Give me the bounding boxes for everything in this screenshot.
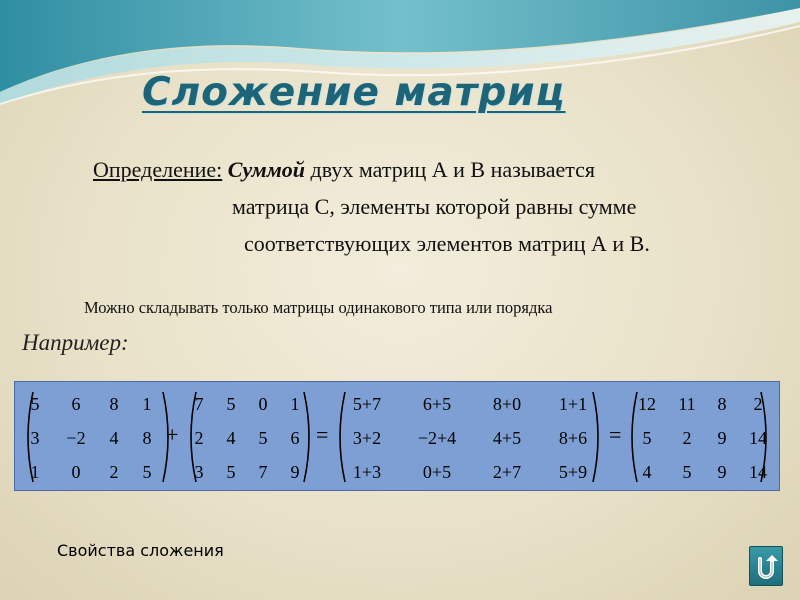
matrix-a-cell: 6 — [71, 394, 81, 414]
slide-title: Сложение матриц — [142, 70, 566, 115]
return-button[interactable] — [749, 546, 783, 586]
matrix-result-cell: 2 — [682, 428, 692, 448]
plus-operator: + — [166, 422, 179, 447]
matrix-b-cell: 0 — [258, 394, 268, 414]
matrix-b-cell: 1 — [290, 394, 300, 414]
matrix-result-cell: 12 — [638, 394, 656, 414]
matrix-b-cell: 3 — [194, 462, 204, 482]
matrix-result-cell: 8 — [717, 394, 727, 414]
matrix-b-cell: 7 — [194, 394, 204, 414]
example-label: Например: — [22, 330, 129, 355]
matrix-result-cell: 2 — [753, 394, 763, 414]
matrix-sum-cell: 3+2 — [352, 428, 382, 448]
matrix-sum-cell: 0+5 — [422, 462, 452, 482]
matrix-result-cell: 9 — [717, 462, 727, 482]
u-turn-return-icon — [750, 547, 782, 585]
matrix-a-cell: 2 — [109, 462, 119, 482]
matrix-result-cell: 14 — [749, 428, 767, 448]
matrix-result-cell: 14 — [749, 462, 767, 482]
matrix-a-cell: 0 — [71, 462, 81, 482]
matrix-result-cell: 9 — [717, 428, 727, 448]
matrix-sum-cell: 1+3 — [352, 462, 382, 482]
same-type-note: Можно складывать только матрицы одинакового типа или порядка — [84, 298, 553, 317]
matrix-b-cell: 5 — [226, 394, 236, 414]
matrix-a-cell: 8 — [142, 428, 152, 448]
definition-line-2: матрица С, элементы которой равны сумме — [232, 194, 637, 219]
matrix-a-cell: 5 — [30, 394, 40, 414]
matrix-a-cell: 4 — [109, 428, 119, 448]
definition-line-3: соответствующих элементов матриц А и В. — [244, 231, 650, 256]
matrix-b-cell: 9 — [290, 462, 300, 482]
matrix-b-cell: 5 — [226, 462, 236, 482]
properties-link[interactable]: Свойства сложения — [57, 541, 224, 560]
matrix-sum-cell: 4+5 — [492, 428, 522, 448]
matrix-sum-cell: 5+7 — [352, 394, 382, 414]
matrix-sum-cell: 6+5 — [422, 394, 452, 414]
matrix-result-cell: 11 — [678, 394, 696, 414]
matrix-b-cell: 2 — [194, 428, 204, 448]
matrix-b-cell: 6 — [290, 428, 300, 448]
matrix-result-cell: 5 — [682, 462, 692, 482]
matrix-sum-cell: −2+4 — [417, 428, 457, 448]
definition-line-1 — [93, 157, 595, 183]
matrix-sum-cell: 8+0 — [492, 394, 522, 414]
matrix-sum-cell: 2+7 — [492, 462, 522, 482]
matrix-a-cell: 1 — [30, 462, 40, 482]
matrix-equation-box — [14, 381, 780, 491]
matrix-sum-cell: 1+1 — [558, 394, 588, 414]
matrix-sum-cell: 8+6 — [558, 428, 588, 448]
matrix-a-cell: 3 — [30, 428, 40, 448]
matrix-a-cell: 8 — [109, 394, 119, 414]
matrix-b-cell: 7 — [258, 462, 268, 482]
matrix-a-cell: 1 — [142, 394, 152, 414]
matrix-result-cell: 4 — [642, 462, 652, 482]
matrix-b-cell: 4 — [226, 428, 236, 448]
matrix-sum-cell: 5+9 — [558, 462, 588, 482]
equals-operator-1: = — [316, 422, 329, 447]
equals-operator-2: = — [609, 422, 622, 447]
matrix-a-cell: −2 — [66, 428, 86, 448]
matrix-result-cell: 5 — [642, 428, 652, 448]
definition-term: Суммой — [227, 157, 306, 182]
matrix-a-cell: 5 — [142, 462, 152, 482]
definition-line-1-text: двух матриц А и В называется — [305, 157, 596, 182]
matrix-b-cell: 5 — [258, 428, 268, 448]
definition-label: Определение: — [93, 157, 223, 182]
